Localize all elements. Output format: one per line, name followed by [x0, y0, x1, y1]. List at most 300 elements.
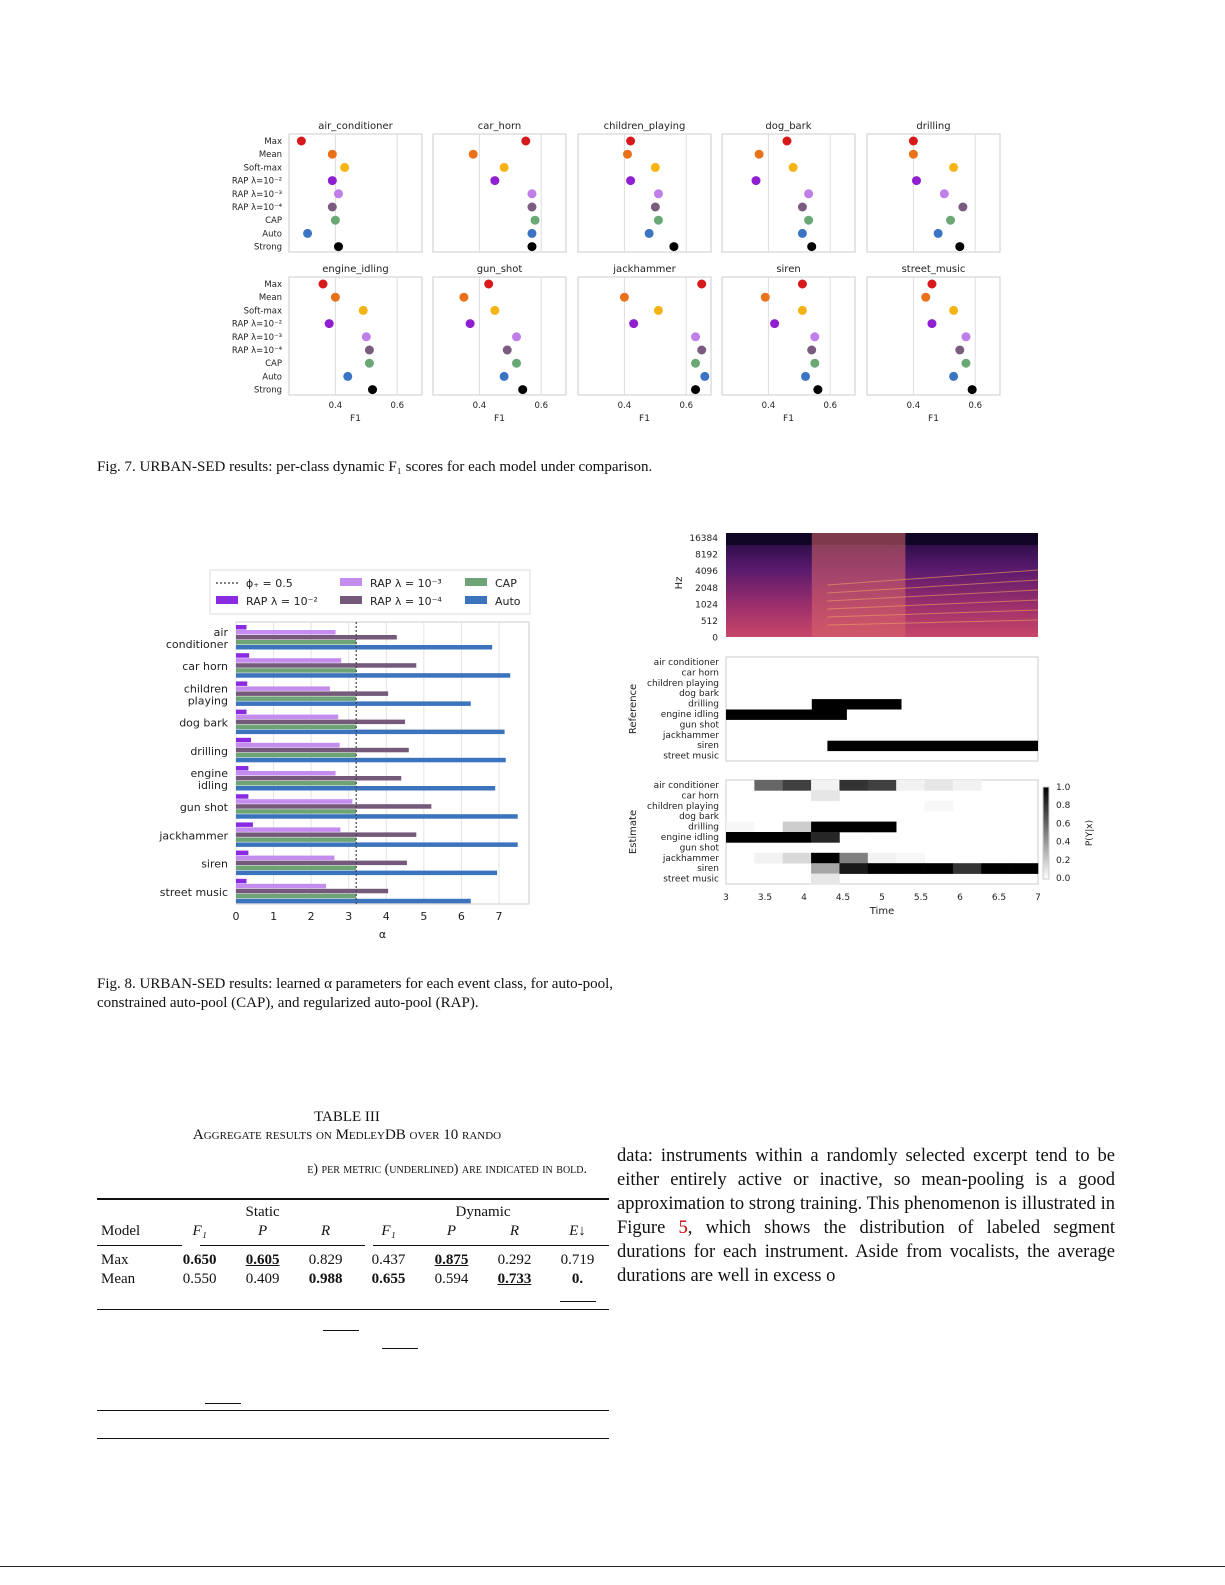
- dot-children_playing-7: [645, 229, 654, 238]
- estimate-cell: [925, 780, 954, 791]
- dot-gun_shot-0: [484, 280, 493, 289]
- bar-3-7: [236, 837, 356, 842]
- dot-dog_bark-7: [798, 229, 807, 238]
- estimate-class-label: dog bark: [679, 812, 719, 823]
- panel-dog_bark: [722, 121, 855, 252]
- model-name-cell: Mean: [101, 1271, 136, 1287]
- bar-0-8: [236, 851, 248, 856]
- estimate-cell: [896, 853, 925, 864]
- page-bottom-line: [0, 1566, 1225, 1567]
- bar-3-1: [236, 668, 356, 673]
- estimate-cell: [811, 780, 840, 791]
- dot-street_music-5: [955, 346, 964, 355]
- estimate-cell: [868, 822, 897, 833]
- legend-swatch: [465, 578, 487, 586]
- metric-cell: 0.292: [497, 1252, 532, 1268]
- dot-jackhammer-0: [697, 280, 706, 289]
- dot-siren-8: [813, 385, 822, 394]
- legend-label: RAP λ = 10⁻⁴: [370, 595, 442, 608]
- bar-2-5: [236, 776, 401, 781]
- dot-street_music-8: [968, 385, 977, 394]
- dot-engine_idling-3: [325, 319, 334, 328]
- metric-cell: 0.: [571, 1271, 584, 1287]
- metric-cell: 0.719: [560, 1252, 595, 1268]
- dot-jackhammer-8: [691, 385, 700, 394]
- panel-street_music: [867, 264, 1000, 424]
- dot-siren-5: [807, 346, 816, 355]
- spec-y-label: Hz: [674, 576, 685, 590]
- dot-siren-2: [798, 306, 807, 315]
- bar-0-9: [236, 879, 247, 884]
- spec-y-tick: 4096: [695, 567, 718, 578]
- dot-air_conditioner-1: [328, 150, 337, 159]
- bar-2-0: [236, 635, 397, 640]
- bar-4-8: [236, 871, 497, 876]
- dot-drilling-1: [909, 150, 918, 159]
- bar-3-0: [236, 640, 356, 645]
- bar-4-4: [236, 758, 506, 763]
- model-label: RAP λ=10⁻³: [231, 332, 282, 343]
- panel-title: air_conditioner: [318, 121, 393, 132]
- panel-title: siren: [776, 264, 801, 275]
- panel-title: children_playing: [603, 121, 686, 132]
- dot-dog_bark-4: [804, 189, 813, 198]
- x-tick-label: 0.6: [968, 401, 983, 411]
- column-header: P: [446, 1223, 457, 1239]
- bar-1-9: [236, 884, 326, 889]
- column-header: Model: [101, 1223, 141, 1239]
- dot-car_horn-2: [500, 163, 509, 172]
- panel-frame: [289, 277, 422, 395]
- time-tick-label: 3.5: [757, 893, 773, 903]
- metric-cell: 0.829: [308, 1252, 343, 1268]
- time-tick-label: 5: [879, 893, 885, 903]
- column-header: F₁: [192, 1223, 207, 1239]
- underline-mark: [382, 1348, 418, 1349]
- dot-children_playing-3: [626, 176, 635, 185]
- estimate-cell: [754, 853, 783, 864]
- dot-drilling-6: [946, 216, 955, 225]
- estimate-cell: [754, 832, 783, 843]
- dot-drilling-3: [912, 176, 921, 185]
- estimate-cell: [726, 822, 755, 833]
- model-label: Mean: [258, 150, 282, 161]
- dot-siren-4: [810, 332, 819, 341]
- x-tick-label: 5: [420, 910, 428, 923]
- panel-title: car_horn: [477, 121, 522, 132]
- time-axis-label: Time: [869, 906, 895, 917]
- x-axis-label: F1: [928, 414, 939, 424]
- reference-class-label: car horn: [681, 668, 719, 679]
- estimate-class-label: gun shot: [679, 843, 719, 854]
- category-label: jackhammer: [159, 829, 228, 843]
- table-rule: [97, 1410, 609, 1411]
- bar-3-9: [236, 894, 356, 899]
- table-mid-rule: [97, 1309, 609, 1310]
- colorbar-tick: 0.8: [1056, 801, 1071, 812]
- panel-drilling: [867, 121, 1000, 252]
- metric-cell: 0.655: [371, 1271, 406, 1287]
- estimate-cell: [981, 863, 1010, 874]
- time-tick-label: 6.5: [991, 893, 1007, 903]
- category-label: gun shot: [179, 801, 228, 815]
- dot-dog_bark-0: [782, 137, 791, 146]
- estimate-y-label: Estimate: [628, 809, 639, 855]
- bar-3-2: [236, 696, 356, 701]
- legend-label: RAP λ = 10⁻²: [246, 595, 318, 608]
- dot-drilling-0: [909, 137, 918, 146]
- estimate-class-label: drilling: [688, 822, 719, 833]
- spec-y-tick: 16384: [689, 534, 718, 544]
- x-tick-label: 0: [232, 910, 240, 923]
- legend-swatch: [340, 578, 362, 586]
- estimate-cell: [839, 863, 868, 874]
- colorbar-tick: 0.0: [1056, 874, 1071, 884]
- bar-3-4: [236, 753, 356, 758]
- x-tick-label: 1: [270, 910, 278, 923]
- bar-4-0: [236, 645, 492, 650]
- model-label: RAP λ=10⁻³: [231, 189, 282, 200]
- estimate-cell: [783, 822, 812, 833]
- model-label: CAP: [265, 216, 282, 227]
- bar-2-6: [236, 804, 431, 809]
- dot-air_conditioner-3: [328, 176, 337, 185]
- category-label: idling: [197, 779, 228, 792]
- reference-class-label: dog bark: [679, 689, 719, 700]
- metric-cell: 0.437: [371, 1252, 406, 1268]
- figure-9-spectrogram-and-activations: [630, 525, 1100, 920]
- panel-siren: [722, 264, 855, 424]
- x-tick-label: 0.4: [761, 401, 776, 411]
- panel-gun_shot: [433, 264, 566, 424]
- results-table: [97, 1198, 609, 1289]
- dot-car_horn-1: [469, 150, 478, 159]
- bar-1-5: [236, 771, 336, 776]
- legend: [210, 570, 530, 614]
- panel-engine_idling: [232, 264, 422, 424]
- panel-frame: [578, 277, 711, 395]
- underline-mark: [205, 1403, 241, 1404]
- bar-2-4: [236, 748, 409, 753]
- dot-car_horn-7: [527, 229, 536, 238]
- dot-car_horn-4: [527, 189, 536, 198]
- estimate-cell: [839, 822, 868, 833]
- x-tick-label: 7: [495, 910, 503, 923]
- colorbar-tick: 0.4: [1056, 837, 1071, 848]
- bar-1-3: [236, 715, 338, 720]
- estimate-cell: [783, 780, 812, 791]
- category-label: children: [183, 682, 228, 696]
- bar-1-1: [236, 658, 341, 663]
- dot-siren-6: [810, 359, 819, 368]
- bar-2-8: [236, 861, 407, 866]
- bar-2-2: [236, 691, 388, 696]
- bar-4-1: [236, 673, 510, 678]
- column-header: P: [258, 1223, 268, 1239]
- estimate-cell: [811, 832, 840, 843]
- dot-street_music-0: [927, 280, 936, 289]
- dot-jackhammer-4: [691, 332, 700, 341]
- legend-swatch: [340, 596, 362, 604]
- panel-children_playing: [578, 121, 711, 252]
- dot-drilling-2: [949, 163, 958, 172]
- estimate-panel: [628, 780, 1041, 917]
- underline-mark: [560, 1301, 596, 1302]
- dot-engine_idling-2: [359, 306, 368, 315]
- category-label: drilling: [190, 744, 228, 758]
- estimate-cell: [868, 780, 897, 791]
- reference-class-label: drilling: [688, 699, 719, 710]
- panel-car_horn: [433, 121, 566, 252]
- dot-siren-0: [798, 280, 807, 289]
- estimate-cell: [953, 863, 982, 874]
- panel-frame: [722, 277, 855, 395]
- table-row: [97, 1270, 609, 1289]
- panel-frame: [867, 134, 1000, 252]
- estimate-cell: [896, 863, 925, 874]
- rule-model: [97, 1245, 182, 1246]
- column-header: F₁: [381, 1223, 396, 1239]
- metric-cell: 0.988: [308, 1271, 343, 1287]
- model-label: Max: [264, 280, 282, 290]
- dot-drilling-8: [955, 242, 964, 251]
- estimate-class-label: jackhammer: [662, 853, 719, 864]
- colorbar-tick: 1.0: [1056, 783, 1071, 793]
- bar-3-3: [236, 725, 356, 730]
- dot-jackhammer-1: [620, 293, 629, 302]
- dot-engine_idling-0: [319, 280, 328, 289]
- dot-gun_shot-8: [518, 385, 527, 394]
- category-label: street music: [159, 885, 228, 899]
- dot-dog_bark-5: [798, 203, 807, 212]
- legend-swatch: [216, 596, 238, 604]
- category-label: siren: [201, 857, 228, 871]
- reference-class-label: gun shot: [679, 720, 719, 731]
- time-tick-label: 3: [723, 893, 729, 903]
- panel-frame: [433, 277, 566, 395]
- estimate-class-label: car horn: [681, 791, 719, 802]
- panel-title: jackhammer: [613, 264, 676, 275]
- dot-engine_idling-6: [365, 359, 374, 368]
- figure-reference-link[interactable]: 5: [678, 1218, 688, 1238]
- bar-0-4: [236, 738, 251, 743]
- model-label: Auto: [262, 229, 282, 240]
- dot-jackhammer-5: [697, 346, 706, 355]
- legend-swatch: [465, 596, 487, 604]
- estimate-cell: [754, 780, 783, 791]
- dot-street_music-4: [961, 332, 970, 341]
- dot-air_conditioner-6: [331, 216, 340, 225]
- dot-drilling-5: [958, 203, 967, 212]
- dot-gun_shot-7: [500, 372, 509, 381]
- dot-car_horn-5: [527, 203, 536, 212]
- category-label: engine: [190, 767, 228, 780]
- model-label: Max: [264, 137, 282, 147]
- panel-frame: [433, 134, 566, 252]
- dot-street_music-2: [949, 306, 958, 315]
- figure-7-dot-plots: [0, 100, 1225, 430]
- spec-y-tick: 512: [700, 617, 718, 627]
- figure-7-caption: Fig. 7. URBAN-SED results: per-class dynamic F₁ scores for each model under comparison.: [97, 459, 653, 475]
- dot-dog_bark-2: [789, 163, 798, 172]
- column-header: R: [320, 1223, 331, 1239]
- table-number: TABLE III: [314, 1109, 380, 1125]
- bar-3-5: [236, 781, 356, 786]
- estimate-cell: [811, 822, 840, 833]
- x-tick-label: 0.4: [328, 401, 343, 411]
- dot-jackhammer-2: [654, 306, 663, 315]
- estimate-cell: [868, 863, 897, 874]
- table-bottom-rule: [97, 1438, 609, 1439]
- column-header: E↓: [569, 1223, 586, 1239]
- dot-air_conditioner-5: [328, 203, 337, 212]
- dot-children_playing-6: [654, 216, 663, 225]
- dot-children_playing-5: [651, 203, 660, 212]
- dot-children_playing-4: [654, 189, 663, 198]
- dot-siren-3: [770, 319, 779, 328]
- reference-class-label: siren: [697, 741, 719, 752]
- reference-class-label: children playing: [647, 678, 719, 689]
- bar-0-7: [236, 822, 253, 827]
- spectrogram-drilling-region: [812, 533, 906, 637]
- x-tick-label: 2: [307, 910, 315, 923]
- dot-children_playing-2: [651, 163, 660, 172]
- estimate-cell: [925, 863, 954, 874]
- spec-y-tick: 2048: [695, 583, 718, 594]
- x-tick-label: 0.6: [534, 401, 549, 411]
- reference-class-label: jackhammer: [662, 730, 719, 741]
- x-tick-label: 3: [345, 910, 353, 923]
- x-axis-label: F1: [494, 414, 505, 424]
- estimate-cell: [1010, 863, 1039, 874]
- estimate-cell: [783, 832, 812, 843]
- dot-car_horn-6: [531, 216, 540, 225]
- estimate-cell: [811, 863, 840, 874]
- panel-jackhammer: [578, 264, 711, 424]
- dot-engine_idling-7: [343, 372, 352, 381]
- category-label: playing: [187, 694, 228, 708]
- x-tick-label: 0.6: [823, 401, 838, 411]
- dot-gun_shot-5: [503, 346, 512, 355]
- panel-title: engine_idling: [322, 264, 389, 275]
- estimate-class-label: children playing: [647, 801, 719, 812]
- bar-0-0: [236, 625, 247, 630]
- model-label: RAP λ=10⁻²: [231, 176, 282, 187]
- spectrogram: [674, 533, 1038, 644]
- estimate-cell: [726, 832, 755, 843]
- colorbar-tick: 0.6: [1056, 819, 1071, 830]
- bar-1-0: [236, 630, 336, 635]
- dot-siren-7: [801, 372, 810, 381]
- dot-dog_bark-1: [755, 150, 764, 159]
- reference-y-label: Reference: [628, 683, 639, 735]
- category-label: dog bark: [179, 716, 228, 730]
- bar-4-2: [236, 701, 471, 706]
- legend-label: Auto: [495, 595, 521, 608]
- metric-cell: 0.605: [245, 1252, 280, 1268]
- dot-car_horn-0: [521, 137, 530, 146]
- table-header-row: [97, 1222, 609, 1246]
- bar-3-8: [236, 866, 356, 871]
- estimate-cell: [868, 853, 897, 864]
- dot-jackhammer-3: [629, 319, 638, 328]
- x-tick-label: 6: [457, 910, 465, 923]
- bar-2-7: [236, 832, 416, 837]
- metric-cell: 0.733: [497, 1271, 532, 1287]
- dot-engine_idling-1: [331, 293, 340, 302]
- time-tick-label: 6: [957, 893, 963, 903]
- estimate-cell: [811, 853, 840, 864]
- estimate-cell: [925, 801, 954, 812]
- model-label: Soft-max: [243, 163, 282, 174]
- bar-1-8: [236, 856, 334, 861]
- x-axis-label: F1: [350, 414, 361, 424]
- model-label: CAP: [265, 359, 282, 370]
- dot-car_horn-8: [527, 242, 536, 251]
- estimate-cell: [811, 790, 840, 801]
- estimate-cell: [953, 780, 982, 791]
- colorbar: [1043, 783, 1095, 884]
- metric-cell: 0.594: [434, 1271, 469, 1287]
- panel-title: gun_shot: [476, 264, 523, 275]
- estimate-class-label: air conditioner: [653, 781, 719, 791]
- metric-cell: 0.650: [182, 1252, 217, 1268]
- dot-air_conditioner-8: [334, 242, 343, 251]
- dot-dog_bark-8: [807, 242, 816, 251]
- metric-cell: 0.550: [182, 1271, 217, 1287]
- bar-4-5: [236, 786, 495, 791]
- panel-frame: [867, 277, 1000, 395]
- x-tick-label: 0.6: [679, 401, 694, 411]
- table-subtitle-continued: e) per metric (underlined) are indicated in bold.: [307, 1162, 587, 1177]
- reference-panel: [628, 657, 1038, 762]
- dot-jackhammer-7: [700, 372, 709, 381]
- x-tick-label: 4: [382, 910, 390, 923]
- time-tick-label: 4.5: [835, 893, 851, 903]
- dynamic-group-header: Dynamic: [455, 1204, 511, 1220]
- bar-0-5: [236, 766, 248, 771]
- dot-gun_shot-3: [466, 319, 475, 328]
- dot-children_playing-1: [623, 150, 632, 159]
- bar-4-3: [236, 730, 505, 735]
- reference-class-label: engine idling: [660, 710, 719, 720]
- category-label: air: [213, 626, 228, 639]
- spec-y-tick: 1024: [695, 600, 718, 611]
- category-label: conditioner: [165, 638, 228, 651]
- x-axis-label: F1: [783, 414, 794, 424]
- panel-title: drilling: [916, 121, 951, 132]
- panel-title: dog_bark: [765, 121, 812, 132]
- estimate-cell: [896, 780, 925, 791]
- panel-title: street_music: [901, 264, 966, 275]
- category-label: car horn: [182, 660, 228, 674]
- bar-2-1: [236, 663, 416, 668]
- dot-engine_idling-5: [365, 346, 374, 355]
- bar-0-1: [236, 653, 249, 658]
- dot-gun_shot-1: [459, 293, 468, 302]
- dot-street_music-6: [961, 359, 970, 368]
- dot-air_conditioner-0: [297, 137, 306, 146]
- x-axis-label: α: [378, 928, 387, 941]
- bar-1-4: [236, 743, 340, 748]
- bar-1-6: [236, 799, 352, 804]
- estimate-cell: [811, 874, 840, 885]
- time-tick-label: 7: [1035, 893, 1041, 903]
- metric-cell: 0.875: [434, 1252, 469, 1268]
- estimate-cell: [839, 853, 868, 864]
- estimate-class-label: engine idling: [660, 833, 719, 843]
- bar-1-2: [236, 686, 330, 691]
